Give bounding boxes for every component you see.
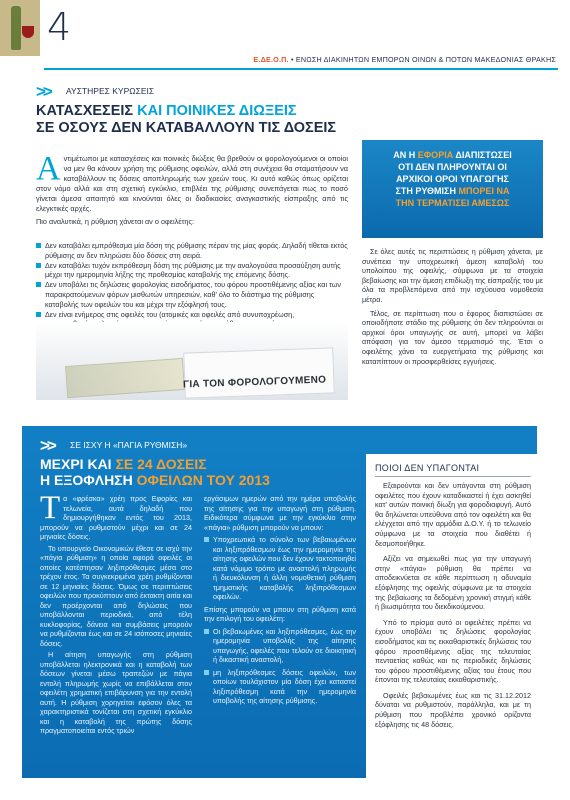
form-heading: ΓΙΑ ΤΟΝ ΦΟΡΟΛΟΓΟΥΜΕΝΟ (182, 374, 327, 391)
logo (0, 0, 40, 56)
section2-kicker: ΣΕ ΙΣΧΥ Η «ΠΑΓΙΑ ΡΥΘΜΙΣΗ» (70, 440, 188, 450)
paragraph: Οφειλές βεβαιωμένες έως και τις 31.12.2012 δύναται να ρυθμιστούν, παράλληλα, και με τη ρύθμιση που προβλέπει χρονικό ορίζοντα εξόφλησης τις 48 δόσεις. (375, 690, 531, 729)
section-arrow-icon: >> (36, 82, 50, 101)
paragraph: Σε όλες αυτές τις περιπτώσεις η ρύθμιση χάνεται, με συνέπεια την υποχρεωτική άμεση καταβολή του υπολοίπου της οφειλής, σύμφωνα με τα στοιχεία βεβαίωσης και την άμεση επιδίωξη της είσπραξής του με όλα τα προβλεπόμενα από την ισχύουσα νομοθεσία μέτρα. (362, 247, 543, 304)
intro-text: ντιμέτωποι με κατασχέσεις και ποινικές διώξεις θα βρεθούν οι φορολογούμενοι οι οποίοι να μεν θα κάνουν χρήση της ρύθμισης οφειλών, αλλά στη συνέχεια θα σταματήσουν να καταβάλλουν τις δόσεις αποπληρωμής των χρεών τους. Κι αυτό καθώς όπως ορίζεται στον νόμο αλλά και στη σχετική εγκύκλιο, επιβλέει της ρύθμισης συνεπάγεται πως το ποσό γίνεται άμεσα απαιτητό και κινούνται όλες οι διαδικασίες αναγκαστικής είσπραξης από τις ελεγκτικές αρχές. (36, 154, 348, 213)
paragraph: Επίσης μπορούν να μπουν στη ρύθμιση κατά την επιλογή του οφειλέτη: (204, 604, 356, 623)
paragraph: Υπό το πρίσμα αυτό οι οφειλέτες πρέπει να έχουν υποβάλει τις δηλώσεις φορολογίας εισοδήματος και τις εκκαθαριστικές δηλώσεις του φόρου προστιθέμενης αξίας της τελευταίας πενταετίας καθώς και τις περιοδικές δηλώσεις του φόρου προστιθέμενης αξίας του έτους που έπονται της τελευταίας εκκαθαριστικής. (375, 617, 531, 685)
paragraph: Η αίτηση υπαγωγής στη ρύθμιση υποβάλλεται ηλεκτρονικά και η καταβολή των δόσεων γίνεται μέσω τραπεζών με πάγια εντολή πληρωμής χωρίς να επιβάλλεται στον οφειλέτη χρηματική επιβάρυνση για την εντολή αυτή. Η ρύθμιση χορηγείται εφόσον όλες τα χαρακτηριστικά τονίζεται στη σχετική εγκύκλιο και η καταβολή της πρώτης δόσης πραγματοποιείται εντός τριών (40, 650, 192, 735)
paragraph: α «φρέσκα» χρέη προς Εφορίες και τελωνεία, αυτά δηλαδή που δημιουργήθηκαν εντός του 2013, μπορούν να ρυθμιστούν μέχρι και σε 24 μηνιαίες δόσεις. (40, 494, 192, 541)
section2-column-2 (204, 494, 356, 709)
banknote-image (65, 358, 185, 398)
list-item: Δεν είναι ενήμερος στις οφειλές του (ατομικές και οφειλές από συνυποχρέωση, (36, 310, 348, 329)
callout-text: ΟΤΙ ΔΕΝ ΠΛΗΡΟΥΝΤΑΙ ΟΙ (398, 162, 507, 172)
mandatory-debts-list (204, 535, 356, 602)
callout-text: ΔΙΑΠΙΣΤΩΣΕΙ (453, 150, 512, 160)
wine-glass-icon (22, 26, 34, 38)
panel-divider (375, 476, 531, 477)
page-number: 4 (47, 5, 72, 49)
paragraph: Εξαιρούνται και δεν υπάγονται στη ρύθμιση οφειλέτες που έχουν καταδικαστεί ή έχει ασκηθεί κατ' αυτών ποινική δίωξη για φοροδιαφυγή. Αυτό θα δηλώνεται υπεύθυνα από τον οφειλέτη και θα ελέγχεται από την αρμόδια Δ.Ο.Υ. ή το τελωνείο σύμφωνα με τα στοιχεία που διαθέτει ή δεσμοποιήθηκε. (375, 481, 531, 548)
list-item: Υποχρεωτικά το σύνολο των βεβαιωμένων και ληξιπρόθεσμων έως την ημερομηνία της αίτησης οφειλών που δεν έχουν τακτοποιηθεί κατά νόμιμο τρόπο με αναστολή πληρωμής ή διευκόλυνση ή άλλη νομοθετική ρύθμιση τμηματικής καταβολής ληξιπρόθεσμων οφειλών. (204, 535, 356, 602)
highlight-callout (362, 140, 543, 238)
section1-title-line2: ΣΕ ΟΣΟΥΣ ΔΕΝ ΚΑΤΑΒΑΛΛΟΥΝ ΤΙΣ ΔΟΣΕΙΣ (36, 120, 337, 136)
paragraph: Αξίζει να σημειωθεί πως για την υπαγωγή στην «πάγια» ρύθμιση θα πρέπει να αποδεικνύεται σε κάθε περίπτωση η αδυναμία εξόφλησης της οφειλής σύμφωνα με τα στοιχεία της βεβαίωσης τα δεδομένη χρονική στιγμή κάθε ή βιωσιμότητα του διεκδικούμενου. (375, 554, 531, 612)
section1-title-part-b: ΚΑΙ ΠΟΙΝΙΚΕΣ ΔΙΩΞΕΙΣ (137, 103, 297, 119)
list-item: Δεν υποβάλει τις δηλώσεις φορολογίας εισοδήματος, του φόρου προστιθέμενης αξίας και των παρακρατούμενων φόρων μισθωτών υπηρεσιών, καθ' όλο το διάστημα της ρύθμισης καταβολής των οφειλών του και μέχρι την εξόφλησή τους. (36, 280, 348, 309)
section1-intro (36, 150, 348, 227)
list-item: μη ληξιπρόθεσμες δόσεις οφειλών, των οποίων τουλάχιστον μία δόση έχει καταστεί ληξιπρόθεσμη κατά την ημερομηνία υποβολής της αίτησης ρύθμισης. (204, 668, 356, 706)
callout-text: ΣΤΗ ΡΥΘΜΙΣΗ (395, 186, 459, 196)
org-full-name: • ΕΝΩΣΗ ΔΙΑΚΙΝΗΤΩΝ ΕΜΠΟΡΩΝ ΟΙΝΩΝ & ΠΟΤΩΝ ΜΑΚΕΔΟΝΙΑΣ ΘΡΑΚΗΣ (290, 55, 556, 64)
header-divider (44, 68, 558, 70)
section1-title (36, 103, 336, 137)
wine-bottle-icon (11, 6, 21, 50)
optional-debts-list (204, 627, 356, 706)
section1-kicker: ΑΥΣΤΗΡΕΣ ΚΥΡΩΣΕΙΣ (66, 86, 155, 96)
section2-title-part: Η ΕΞΟΦΛΗΣΗ (40, 472, 137, 488)
page-bottom-margin (22, 778, 537, 800)
section2-title-highlight: ΣΕ 24 ΔΟΣΕΙΣ (115, 456, 207, 472)
section1-title-part-a: ΚΑΤΑΣΧΕΣΕΙΣ (36, 103, 138, 119)
list-item: Δεν καταβάλει τυχόν εκπρόθεσμη δόση της ρύθμισης με την αναλογούσα προσαύξηση αυτής μέχρι την ημερομηνία λήξης της προθεσμίας καταβολής της επόμενης δόσης. (36, 261, 348, 280)
paragraph: εργάσιμων ημερών από την ημέρα υποβολής της αίτησης για την υπαγωγή στη ρύθμιση. Ειδικότερα σύμφωνα με την εγκύκλιο στην «πάγια» ρύθμιση μπορούν να μπουν: (204, 494, 356, 532)
dropcap: Α (36, 150, 61, 187)
paragraph: Τέλος, σε περίπτωση που ο έφορος διαπιστώσει σε οποιοδήποτε στάδιο της ρύθμισης ότι δεν πληρούνται οι αρχικοί όροι υπαγωγής σε αυτή, μπορεί να λάβει απόφαση για τον άμεσο τερματισμό της. Έτσι ο οφειλέτης χάνει τα ευεργετήματα της ρύθμισης και καταπίπτουν οι προσφερθείσες εγγυήσεις. (362, 308, 543, 366)
form-paper (183, 347, 335, 398)
section2-title-part: ΜΕΧΡΙ ΚΑΙ (40, 456, 116, 472)
callout-highlight: ΤΗΝ ΤΕΡΜΑΤΙΣΕΙ ΑΜΕΣΩΣ (395, 198, 510, 208)
callout-highlight: ΕΦΟΡΙΑ (417, 150, 454, 160)
section2-title (40, 456, 270, 488)
panel-title: ΠΟΙΟΙ ΔΕΝ ΥΠΑΓΟΝΤΑΙ (375, 463, 480, 473)
section1-lead: Πιο αναλυτικά, η ρύθμιση χάνεται αν ο οφειλέτης: (36, 217, 194, 226)
section2-title-highlight: ΟΦΕΙΛΩΝ ΤΟΥ 2013 (136, 472, 270, 488)
org-acronym: Ε.ΔΕ.Ο.Π. (253, 55, 289, 64)
panel-body (375, 481, 531, 735)
dropcap: Τ (40, 490, 61, 526)
publication-header (253, 55, 556, 64)
section1-right-column (362, 247, 543, 370)
callout-highlight: ΜΠΟΡΕΙ ΝΑ (458, 186, 510, 196)
callout-text: ΑΡΧΙΚΟΙ ΟΡΟΙ ΥΠΑΓΩΓΗΣ (396, 174, 509, 184)
list-item: Οι βεβαιωμένες και ληξιπρόθεσμες, έως την ημερομηνία υποβολής της αίτησης υπαγωγής, οφειλές που τελούν σε διοικητική ή δικαστική αναστολή, (204, 627, 356, 665)
paragraph: Το υπουργείο Οικονομικών έθεσε σε ισχύ την «πάγια ρύθμιση» η οποία αφορά οφειλές οι οποίες κατέστησαν ληξιπρόθεσμες μέσα στο τρέχον έτος. Τα συγκεκριμένα χρέη ρυθμίζονται σε 12 μηνιαίες δόσεις. Όμως σε περιπτώσεις οφειλών που προκύπτουν από έκτακτη αιτία και δεν προέρχονται από δηλώσεις που υποβάλλονται περιοδικά, από τέλη κυκλοφορίας, δάνεια και συμβάσεις μπορούν να ρυθμίζονται έως και σε 24 ισόποσες μηνιαίες δόσεις. (40, 543, 192, 648)
section2-column-1 (40, 490, 192, 738)
section-arrow-icon: >> (40, 436, 54, 455)
list-item: Δεν καταβάλει εμπρόθεσμα μία δόση της ρύθμισης πέραν της μίας φοράς. Δηλαδή τίθεται εκτός ρύθμισης αν δεν πληρώσει δύο δόσεις στη σειρά. (36, 241, 348, 260)
tax-form-photo (36, 322, 348, 400)
callout-text: ΑΝ Η (393, 150, 418, 160)
